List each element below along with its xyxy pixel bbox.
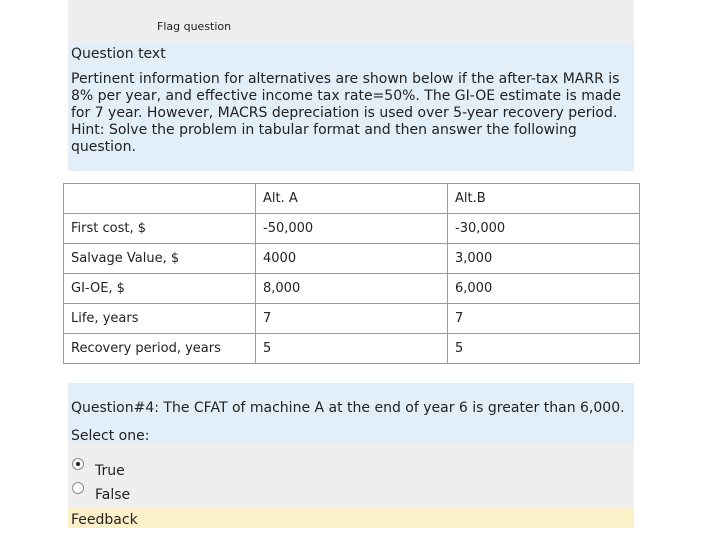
radio-true[interactable] (72, 458, 84, 470)
question-text-body: Pertinent information for alternatives are shown below if the after-tax MARR is 8% per year, and effective income tax rate=50%. The GI-OE estimate is made for 7 year. However, MACRS depreciation is used over 5-year recovery period. Hint: Solve the problem in tabular format and then answer the following question. (71, 71, 621, 155)
radio-false[interactable] (72, 482, 84, 494)
table-row-label: Recovery period, years (64, 334, 256, 364)
table-cell: 4000 (256, 244, 448, 274)
answer-options (68, 444, 634, 508)
table-row-label: Salvage Value, $ (64, 244, 256, 274)
table-row-label: First cost, $ (64, 214, 256, 244)
feedback-label: Feedback (71, 512, 138, 528)
table-cell (64, 184, 256, 214)
table-header-alt-a: Alt. A (256, 184, 448, 214)
table-cell: -30,000 (448, 214, 640, 244)
table-row-label: Life, years (64, 304, 256, 334)
question-4-panel (68, 383, 634, 444)
table-cell: 6,000 (448, 274, 640, 304)
question-text-panel (68, 44, 634, 171)
table-cell: 7 (256, 304, 448, 334)
table-row (64, 304, 640, 334)
option-true[interactable] (68, 456, 634, 480)
table-row (64, 274, 640, 304)
table-cell: 3,000 (448, 244, 640, 274)
table-row (64, 334, 640, 364)
option-false-label[interactable]: False (95, 487, 131, 503)
question-4-prompt: Question#4: The CFAT of machine A at the end of year 6 is greater than 6,000. (71, 400, 625, 416)
table-cell: 7 (448, 304, 640, 334)
flag-question-link[interactable]: Flag question (157, 20, 232, 33)
alternatives-table (63, 183, 640, 364)
feedback-bar (68, 508, 634, 528)
flag-question-bar (68, 0, 634, 44)
question-text-heading: Question text (71, 46, 166, 62)
option-true-label[interactable]: True (95, 463, 125, 479)
option-false[interactable] (68, 480, 634, 504)
select-one-label: Select one: (71, 428, 150, 444)
table-cell: 8,000 (256, 274, 448, 304)
table-header-alt-b: Alt.B (448, 184, 640, 214)
table-row-label: GI-OE, $ (64, 274, 256, 304)
table-cell: 5 (448, 334, 640, 364)
table-row (64, 244, 640, 274)
table-row (64, 214, 640, 244)
table-cell: 5 (256, 334, 448, 364)
table-cell: -50,000 (256, 214, 448, 244)
table-header-row (64, 184, 640, 214)
